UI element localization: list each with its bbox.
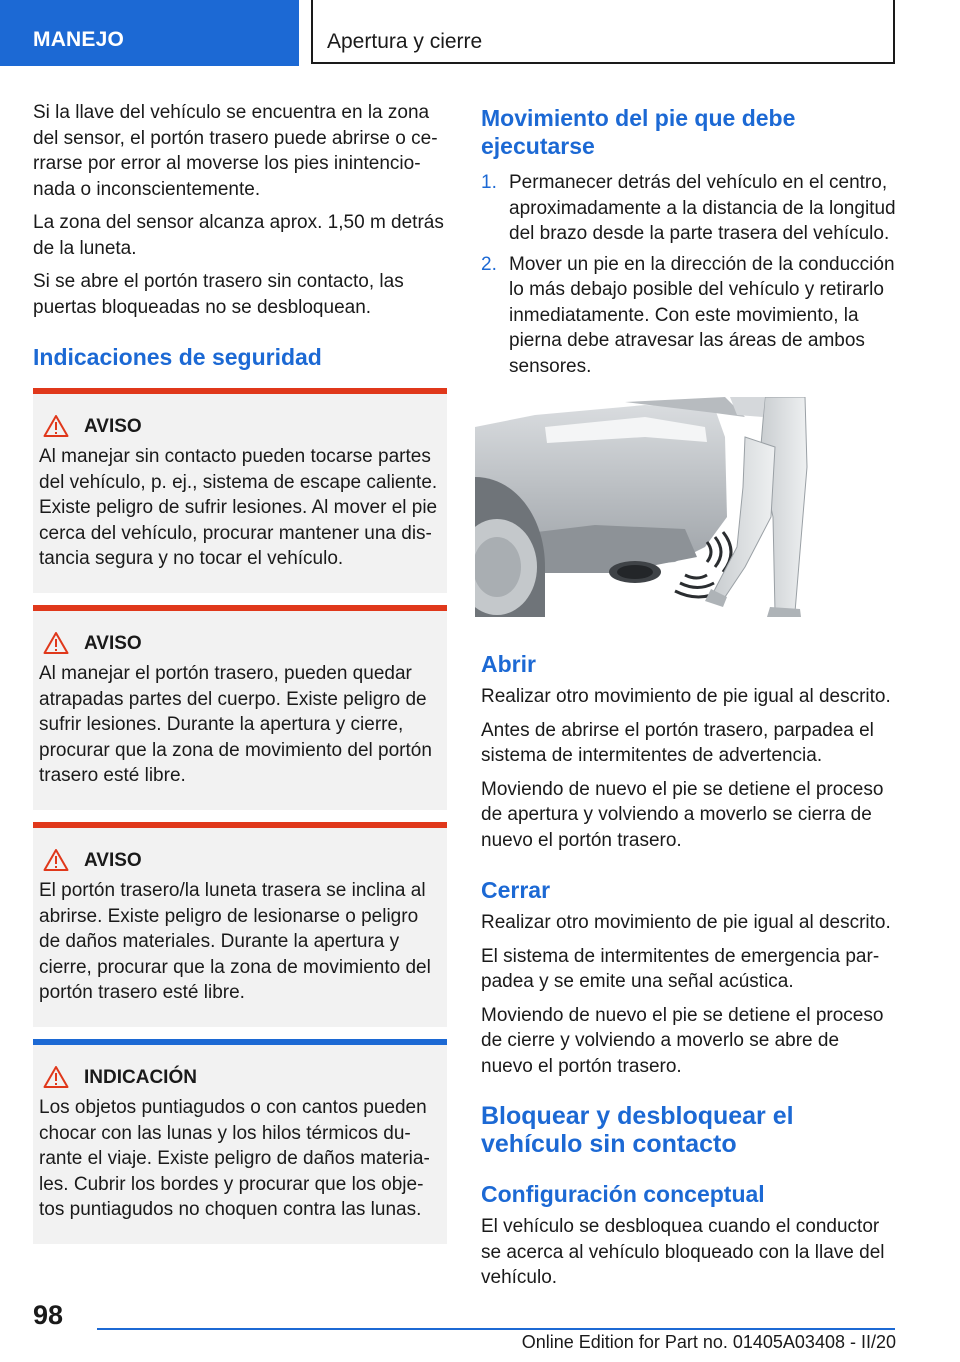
intro-paragraph: Si se abre el portón trasero sin contacto, las puertas bloqueadas no se desbloquean. (33, 271, 404, 318)
notice-text: Al manejar el portón trasero, pueden quedar atrapadas partes del cuerpo. Existe peligro de sufrir lesiones. Durante la apertura y cierre, procurar que la zona de movimiento del portón trasero esté libre. (39, 663, 432, 786)
list-item (481, 252, 896, 380)
close-heading: Cerrar (481, 877, 551, 903)
close-paragraph: Moviendo de nuevo el pie se detiene el proceso de cierre y volviendo a moverlo se abre de nuevo el portón trasero. (481, 1004, 884, 1077)
warning-notice (33, 822, 447, 1027)
concept-paragraph: El vehículo se desbloquea cuando el conductor se acerca al vehículo bloqueado con la llave del vehículo. (481, 1216, 885, 1288)
open-paragraph: Realizar otro movimiento de pie igual al descrito. (481, 686, 891, 707)
edition-info: Online Edition for Part no. 01405A03408 - II/20 (521, 1332, 896, 1352)
section-tab (0, 0, 299, 66)
notice-title: AVISO (84, 633, 142, 654)
steps-list (481, 170, 896, 379)
step-number: 1. (481, 172, 497, 193)
warning-notice (33, 605, 447, 810)
warning-triangle-icon (43, 414, 69, 438)
intro-paragraph: Si la llave del vehículo se encuentra en la zona del sensor, el portón trasero puede abrirse o cerrarse por error al moverse los pies inintencionada o inconscientemente. (33, 102, 438, 200)
close-paragraph: Realizar otro movimiento de pie igual al descrito. (481, 912, 891, 933)
notice-title: INDICACIÓN (84, 1067, 197, 1088)
warning-triangle-icon (43, 1065, 69, 1089)
open-paragraph: Antes de abrirse el portón trasero, parpadea el sistema de intermitentes de advertencia. (481, 719, 874, 766)
notice-text: Al manejar sin contacto pueden tocarse partes del vehículo, p. ej., sistema de escape caliente. Existe peligro de sufrir lesiones. Al mover el pie cerca del vehículo, procurar mantener una distancia segura y no tocar el vehículo. (39, 446, 438, 569)
step-text: Permanecer detrás del vehículo en el centro, aproximadamente a la distancia de la longitud del brazo desde la parte trasera del vehículo. (509, 172, 896, 244)
lock-heading: Bloquear y desbloquear el vehículo sin contacto (481, 1102, 794, 1158)
right-column (481, 104, 896, 1299)
intro-paragraph: La zona del sensor alcanza aprox. 1,50 m detrás de la luneta. (33, 212, 444, 259)
warning-triangle-icon (43, 848, 69, 872)
safety-heading: Indicaciones de seguridad (33, 344, 322, 370)
warning-triangle-icon (43, 631, 69, 655)
list-item (481, 170, 896, 247)
section-title: MANEJO (33, 28, 125, 51)
movement-heading: Movimiento del pie que debe ejecutarse (481, 105, 796, 159)
page-number: 98 (33, 1300, 64, 1330)
step-text: Mover un pie en la dirección de la conducción lo más debajo posible del vehículo y retirarlo inmediatamente. Con este movimiento, la pierna debe atravesar las áreas de ambos sensores. (509, 253, 895, 377)
close-paragraph: El sistema de intermitentes de emergencia parpadea y se emite una señal acústica. (481, 945, 880, 992)
open-paragraph: Moviendo de nuevo el pie se detiene el proceso de apertura y volviendo a moverlo se cierra de nuevo el portón trasero. (481, 778, 884, 851)
info-notice (33, 1039, 447, 1244)
step-number: 2. (481, 253, 497, 275)
concept-heading: Configuración conceptual (481, 1181, 765, 1207)
notice-title: AVISO (84, 850, 142, 871)
chapter-header (311, 0, 895, 64)
notice-text: Los objetos puntiagudos o con cantos pueden chocar con las lunas y los hilos térmicos durante el viaje. Existe peligro de daños materiales. Cubrir los bordes y procurar que los objetos puntiagudos no choquen contra las lunas. (39, 1097, 430, 1220)
open-heading: Abrir (481, 651, 536, 677)
warning-notice (33, 388, 447, 593)
left-column (33, 100, 447, 1244)
chapter-title: Apertura y cierre (327, 30, 483, 53)
footer-divider (97, 1328, 895, 1330)
notice-title: AVISO (84, 416, 142, 437)
notice-text: El portón trasero/la luneta trasera se inclina al abrirse. Existe peligro de lesionarse o peligro de daños materiales. Durante la apertura y cierre, procurar que la zona de movimiento del portón trasero esté libre. (39, 880, 431, 1003)
foot-gesture-illustration (475, 397, 815, 617)
